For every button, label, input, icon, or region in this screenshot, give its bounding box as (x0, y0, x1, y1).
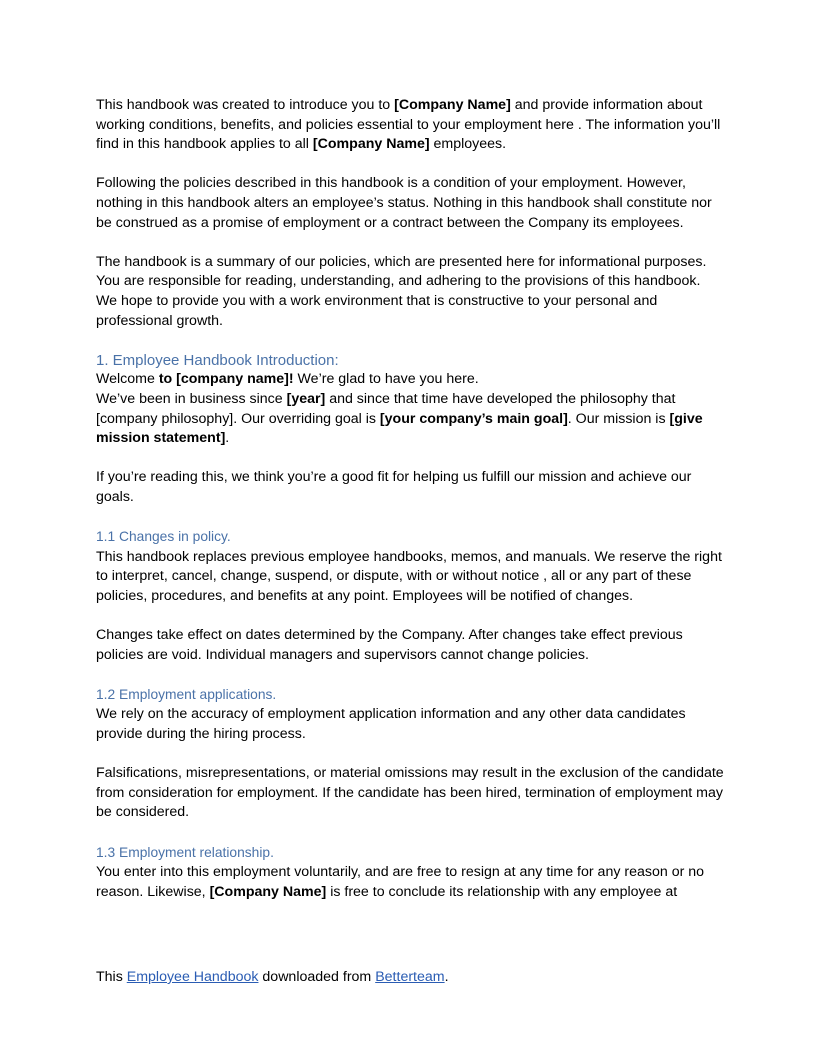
text-run: employees. (429, 136, 507, 153)
placeholder-text: [Company Name] (209, 883, 327, 900)
footer-prefix: This (96, 969, 127, 985)
section-1-heading: 1. Employee Handbook Introduction: (96, 351, 339, 369)
section-1-2-heading: 1.2 Employment applications. (96, 686, 277, 702)
intro-paragraph-2: Following the policies described in this handbook is a condition of your employment. However, nothing in this handbook alters an employee’s status. Nothing in this handbook shall constitute nor be construed as a promise of employment or a contract between the Company its employees. (96, 175, 712, 231)
text-run: Welcome (96, 371, 159, 388)
philosophy-paragraph (96, 390, 724, 449)
text-run: We’re glad to have you here. (293, 371, 479, 388)
text-run: . Our mission is (567, 410, 670, 427)
page-footer (96, 968, 724, 988)
placeholder-text: [Company Name] (394, 97, 511, 113)
intro-paragraph-3: The handbook is a summary of our policies, which are presented here for informational purposes. You are responsible for reading, understanding, and adhering to the provisions of this handbook. We hope to provide you with a work environment that is constructive to your personal and professional growth. (96, 253, 707, 329)
good-fit-paragraph: If you’re reading this, we think you’re a good fit for helping us fulfill our mission and achieve our goals. (96, 469, 692, 505)
intro-paragraph-1 (96, 96, 724, 155)
text-run: and since that time have developed the philosophy that [company philosophy]. Our overriding goal is (96, 390, 676, 427)
text-run: . (225, 430, 230, 447)
placeholder-text: [your company’s main goal] (379, 410, 568, 427)
text-run: You enter into this employment voluntarily, and are free to resign at any time for any reason or no reason. Likewise, (96, 864, 705, 900)
document-body (96, 96, 724, 902)
text-run: and provide information about working conditions, benefits, and policies essential to your employment here . The information you’ll find in this handbook applies to all (96, 97, 721, 153)
applications-paragraph-2: Falsifications, misrepresentations, or material omissions may result in the exclusion of the candidate from consideration for employment. If the candidate has been hired, termination of employment may be considered. (96, 765, 724, 821)
welcome-paragraph (96, 370, 724, 390)
placeholder-text: to [company name]! (158, 371, 294, 388)
footer-middle: downloaded from (258, 969, 376, 985)
text-run: This handbook was created to introduce you to (96, 97, 395, 113)
text-run: We’ve been in business since (96, 390, 287, 407)
section-1-1-heading: 1.1 Changes in policy. (96, 529, 231, 545)
text-run: is free to conclude its relationship with any employee at (326, 883, 678, 900)
placeholder-text: [Company Name] (312, 136, 430, 153)
section-1-3-heading: 1.3 Employment relationship. (96, 844, 274, 860)
footer-suffix: . (444, 969, 449, 985)
relationship-paragraph (96, 863, 724, 902)
policy-changes-paragraph-2: Changes take effect on dates determined by the Company. After changes take effect previous policies are void. Individual managers and supervisors cannot change policies. (96, 627, 683, 663)
employee-handbook-link[interactable]: Employee Handbook (126, 969, 259, 985)
placeholder-text: [year] (286, 390, 326, 407)
policy-changes-paragraph-1: This handbook replaces previous employee handbooks, memos, and manuals. We reserve the right to interpret, cancel, change, suspend, or dispute, with or without notice , all or any part of these policies, procedures, and benefits at any point. Employees will be notified of changes. (96, 548, 722, 604)
applications-paragraph-1: We rely on the accuracy of employment application information and any other data candidates provide during the hiring process. (96, 706, 686, 742)
betterteam-link[interactable]: Betterteam (375, 969, 445, 985)
placeholder-text: [give mission statement] (96, 410, 703, 447)
